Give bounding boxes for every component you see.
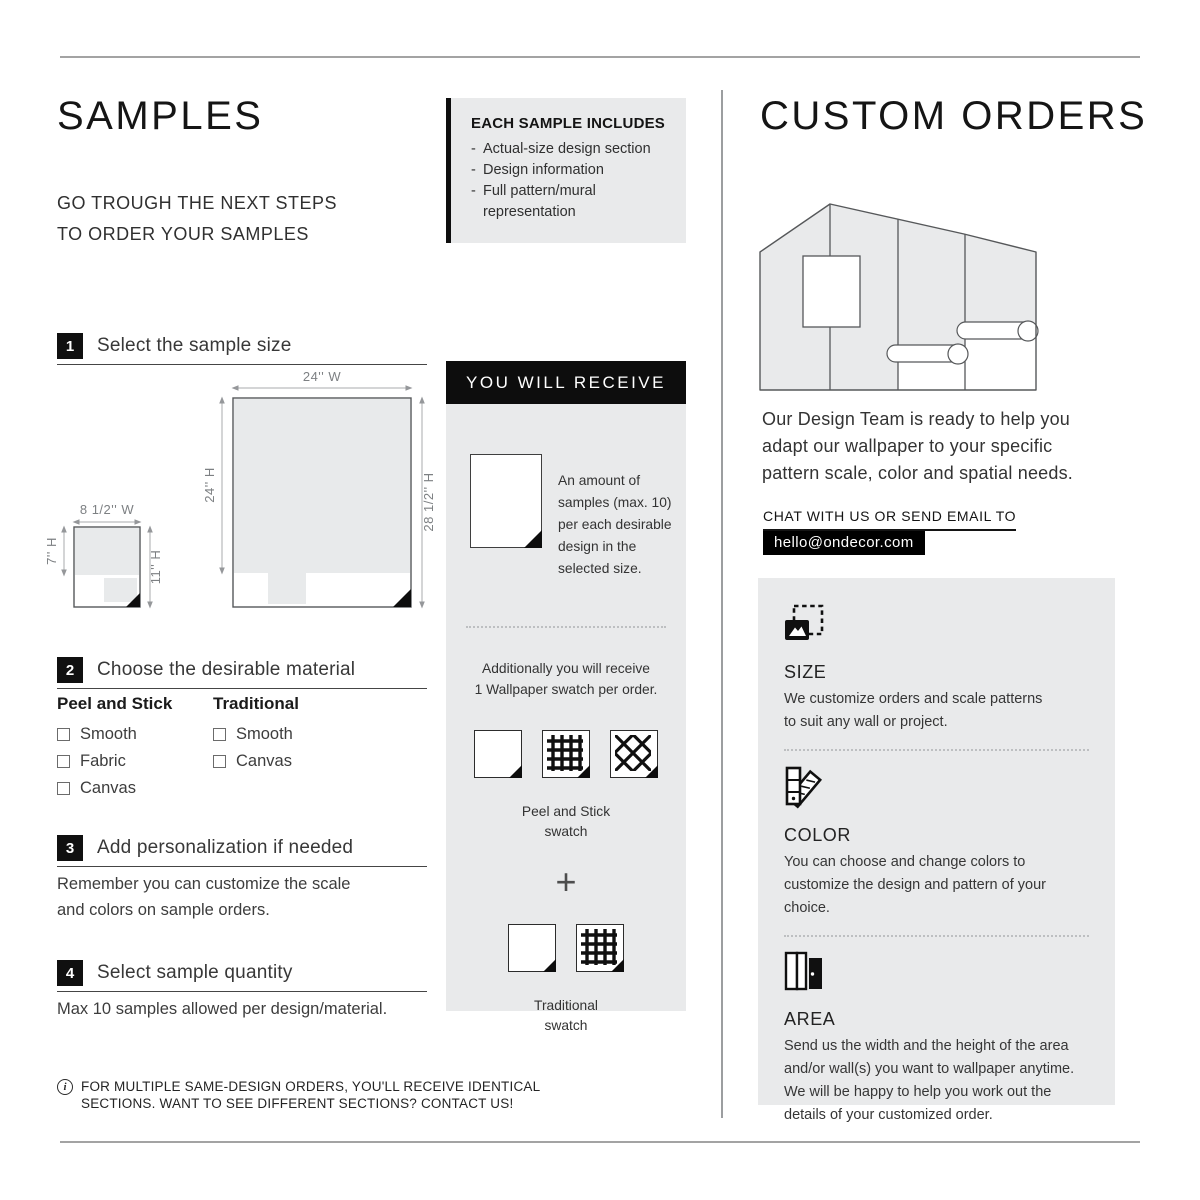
peel-and-stick-swatches [446,730,686,778]
material-option-label: Fabric [80,752,126,770]
step-3-header [57,835,427,867]
small-inner-height-label: 7'' H [44,537,59,565]
step-1-title: Select the sample size [97,335,292,356]
material-option-label: Canvas [80,779,136,797]
sample-size-diagram [44,369,440,615]
step-3-number-badge: 3 [57,835,83,861]
samples-subtitle [57,188,337,250]
dotted-divider [784,749,1089,751]
small-sample-design-area [75,528,139,575]
plus-sign: + [555,861,577,902]
feature-color-text [784,851,1107,920]
step-4-header [57,960,427,992]
material-option-canvas[interactable] [57,777,213,800]
feature-area [784,951,1107,1127]
image-size-icon [784,604,826,644]
checkbox[interactable] [57,755,70,768]
top-rule [60,56,1140,58]
folded-corner-icon [611,959,624,972]
swatch-label-line: swatch [544,1018,588,1033]
step-3-description-line: and colors on sample orders. [57,901,270,919]
feature-text-line: We customize orders and scale patterns [784,691,1043,707]
feature-text-line: customize the design and pattern of your [784,877,1046,893]
large-sample-design-area [234,399,410,573]
info-icon: i [57,1079,73,1095]
subtitle-line: TO ORDER YOUR SAMPLES [57,224,309,244]
footer-note-line: SECTIONS. WANT TO SEE DIFFERENT SECTIONS? CONTACT US! [81,1096,514,1111]
large-width-label: 24'' W [302,369,342,384]
feature-text-line: You can choose and change colors to [784,854,1026,870]
material-option-canvas-traditional[interactable] [213,750,299,773]
dotted-divider [466,626,666,628]
material-option-smooth-traditional[interactable] [213,723,299,746]
feature-size-text [784,688,1107,734]
swatch-label-line: Traditional [534,998,598,1013]
feature-area-heading: AREA [784,1009,836,1029]
feature-color-heading: COLOR [784,825,852,845]
step-2-number-badge: 2 [57,657,83,683]
checkbox[interactable] [57,782,70,795]
material-option-label: Canvas [236,752,292,770]
feature-text-line: details of your customized order. [784,1107,993,1123]
feature-size-heading: SIZE [784,662,827,682]
samples-amount-line: selected size. [558,561,642,576]
samples-title: SAMPLES [57,94,264,138]
feature-text-line: We will be happy to help you work out the [784,1084,1052,1100]
additional-swatch-note [446,658,686,700]
customization-features-panel [758,578,1115,1123]
intro-line: adapt our wallpaper to your specific [762,436,1053,456]
footer-note-text [81,1078,540,1112]
includes-box-title: EACH SAMPLE INCLUDES [471,115,666,132]
traditional-column [213,694,299,804]
intro-line: Our Design Team is ready to help you [762,409,1071,429]
material-options [57,694,427,804]
swatch-label-line: swatch [544,824,588,839]
additional-swatch-line: Additionally you will receive [482,661,650,676]
folded-corner-icon [543,959,556,972]
large-outer-height-label: 28 1/2'' H [421,472,436,532]
checkbox[interactable] [213,728,226,741]
step-4-title: Select sample quantity [97,962,293,983]
small-sample-inner-square [104,578,137,602]
additional-swatch-line: 1 Wallpaper swatch per order. [474,682,658,697]
large-sample-inner-square [268,573,306,604]
material-option-fabric[interactable] [57,750,213,773]
feature-text-line: to suit any wall or project. [784,714,948,730]
feature-text-line: choice. [784,900,830,916]
step-3-description [57,871,437,923]
blank-swatch-icon [508,924,556,972]
intro-line: pattern scale, color and spatial needs. [762,463,1073,483]
feature-color [784,765,1107,937]
wall-area-icon [784,951,824,991]
peel-and-stick-heading: Peel and Stick [57,694,173,713]
step-1-number-badge: 1 [57,333,83,359]
swatch-label-line: Peel and Stick [521,804,611,819]
material-option-label: Smooth [80,725,137,743]
samples-amount-line: samples (max. 10) [558,495,672,510]
feature-area-text [784,1035,1107,1127]
samples-amount-row [446,404,686,580]
step-3-description-line: Remember you can customize the scale [57,875,351,893]
footer-note-line: FOR MULTIPLE SAME-DESIGN ORDERS, YOU'LL RECEIVE IDENTICAL [81,1079,541,1094]
peel-and-stick-swatch-label [446,802,686,842]
checkbox[interactable] [57,728,70,741]
sample-sheet-icon [470,454,542,548]
step-2-header [57,657,427,689]
samples-amount-line: An amount of [558,473,641,488]
step-4-description: Max 10 samples allowed per design/material. [57,1000,388,1018]
window [803,256,860,327]
subtitle-line: GO TROUGH THE NEXT STEPS [57,193,338,213]
step-2-title: Choose the desirable material [97,659,356,680]
samples-amount-text [558,454,672,580]
step-4-number-badge: 4 [57,960,83,986]
column-divider [721,90,723,1118]
wallpaper-roll-end [948,344,968,364]
traditional-heading: Traditional [213,694,299,713]
design-team-intro [762,406,1132,487]
traditional-swatches [446,924,686,972]
feature-size [784,604,1107,751]
you-will-receive-panel [446,404,686,1033]
you-will-receive-header: YOU WILL RECEIVE [446,361,686,404]
footer-note [57,1078,557,1112]
includes-item: - Full pattern/mural representation [471,181,676,223]
includes-item: - Actual-size design section [471,139,676,160]
material-option-smooth[interactable] [57,723,213,746]
samples-amount-line: per each desirable [558,517,672,532]
blank-swatch-icon [474,730,522,778]
dotted-divider [784,935,1089,937]
step-3-title: Add personalization if needed [97,837,354,858]
folded-corner-icon [645,765,658,778]
folded-corner-icon [524,530,542,548]
includes-item: - Design information [471,160,676,181]
bottom-rule [60,1141,1140,1143]
peel-and-stick-column [57,694,213,804]
wallpapered-wall-illustration [755,196,1045,396]
small-outer-height-label: 11'' H [148,549,163,585]
wallpaper-roll-end [1018,321,1038,341]
email-link[interactable]: hello@ondecor.com [763,531,925,555]
grid-pattern-swatch-icon [542,730,590,778]
custom-orders-title: CUSTOM ORDERS [760,94,1148,138]
material-option-label: Smooth [236,725,293,743]
samples-amount-line: design in the [558,539,637,554]
color-swatches-icon [784,765,828,807]
folded-corner-icon [577,765,590,778]
feature-text-line: Send us the width and the height of the area [784,1038,1069,1054]
folded-corner-icon [509,765,522,778]
grid-pattern-swatch-icon [576,924,624,972]
each-sample-includes-box [446,98,686,243]
traditional-swatch-label [446,996,686,1036]
chat-with-us-label: CHAT WITH US OR SEND EMAIL TO [763,508,1016,531]
small-width-label: 8 1/2'' W [79,502,135,517]
checkbox[interactable] [213,755,226,768]
step-1-header [57,333,427,365]
large-inner-height-label: 24'' H [202,467,217,503]
crosshatch-pattern-swatch-icon [610,730,658,778]
feature-text-line: and/or wall(s) you want to wallpaper anytime. [784,1061,1075,1077]
